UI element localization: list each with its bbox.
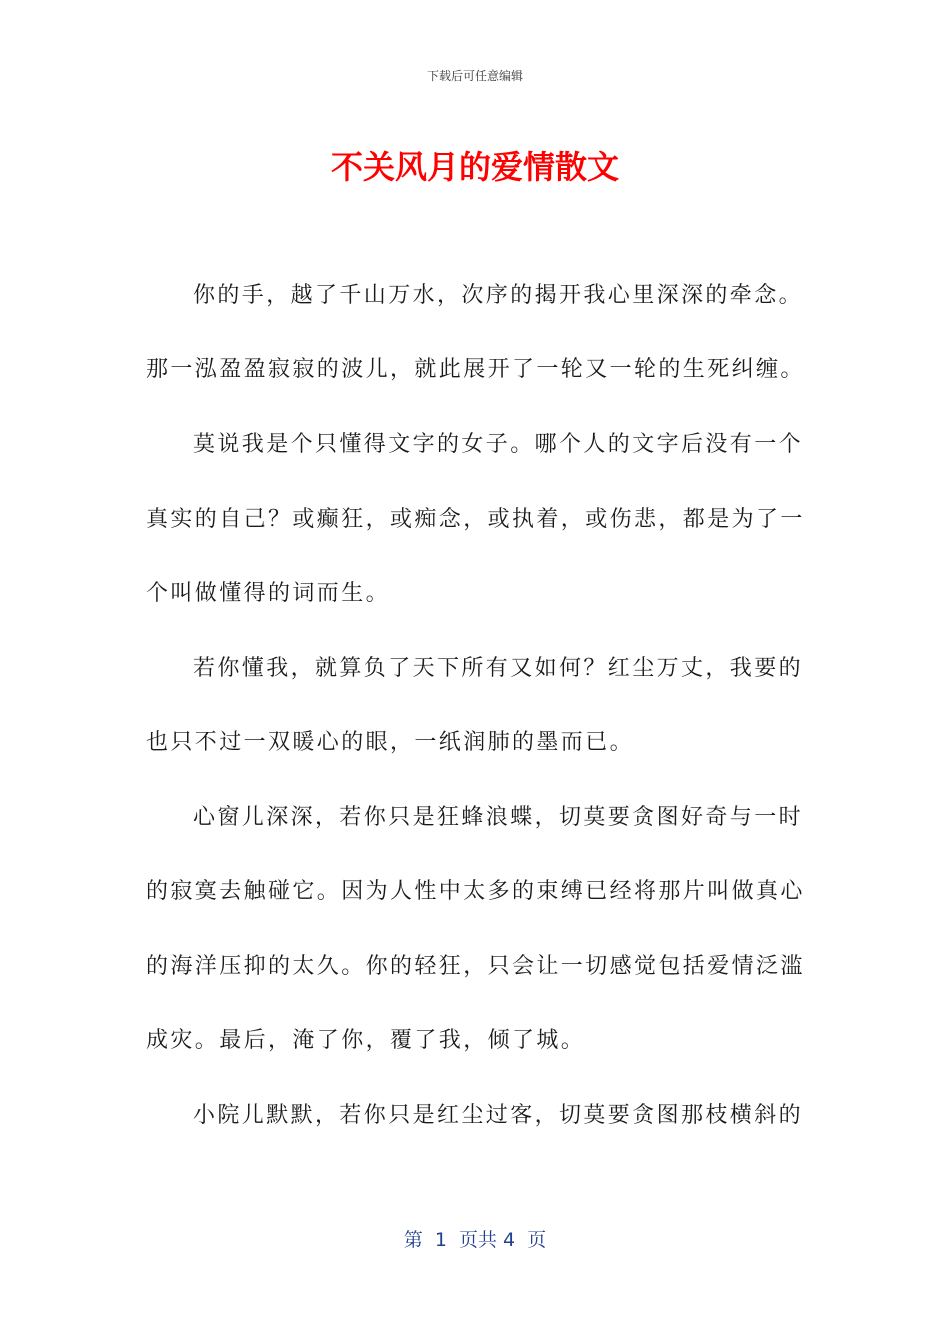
- paragraph-line: 莫说我是个只懂得文字的女子。哪个人的文字后没有一个: [193, 432, 804, 457]
- paragraph-line: 若你懂我，就算负了天下所有又如何？红尘万丈，我要的: [193, 656, 804, 681]
- paragraph-line: 的海洋压抑的太久。你的轻狂，只会让一切感觉包括爱情泛滥: [146, 954, 805, 979]
- header-note: 下载后可任意编辑: [426, 69, 523, 83]
- page-number-footer: 第 1 页共 4 页: [403, 1229, 547, 1251]
- paragraph-line: 的寂寞去触碰它。因为人性中太多的束缚已经将那片叫做真心: [146, 879, 805, 904]
- paragraph-line: 真实的自己？或癫狂，或痴念，或执着，或伤悲，都是为了一: [146, 507, 805, 532]
- paragraph-line: 那一泓盈盈寂寂的波儿，就此展开了一轮又一轮的生死纠缠。: [146, 357, 805, 382]
- paragraph-line: 小院儿默默，若你只是红尘过客，切莫要贪图那枝横斜的: [193, 1103, 804, 1128]
- paragraph-line: 心窗儿深深，若你只是狂蜂浪蝶，切莫要贪图好奇与一时: [193, 805, 804, 830]
- paragraph-line: 成灾。最后，淹了你，覆了我，倾了城。: [146, 1028, 586, 1053]
- paragraph-line: 个叫做懂得的词而生。: [146, 581, 391, 606]
- paragraph-line: 也只不过一双暖心的眼，一纸润肺的墨而已。: [146, 730, 635, 755]
- paragraph-line: 你的手，越了千山万水，次序的揭开我心里深深的牵念。: [193, 283, 804, 308]
- document-title: 不关风月的爱情散文: [330, 148, 619, 186]
